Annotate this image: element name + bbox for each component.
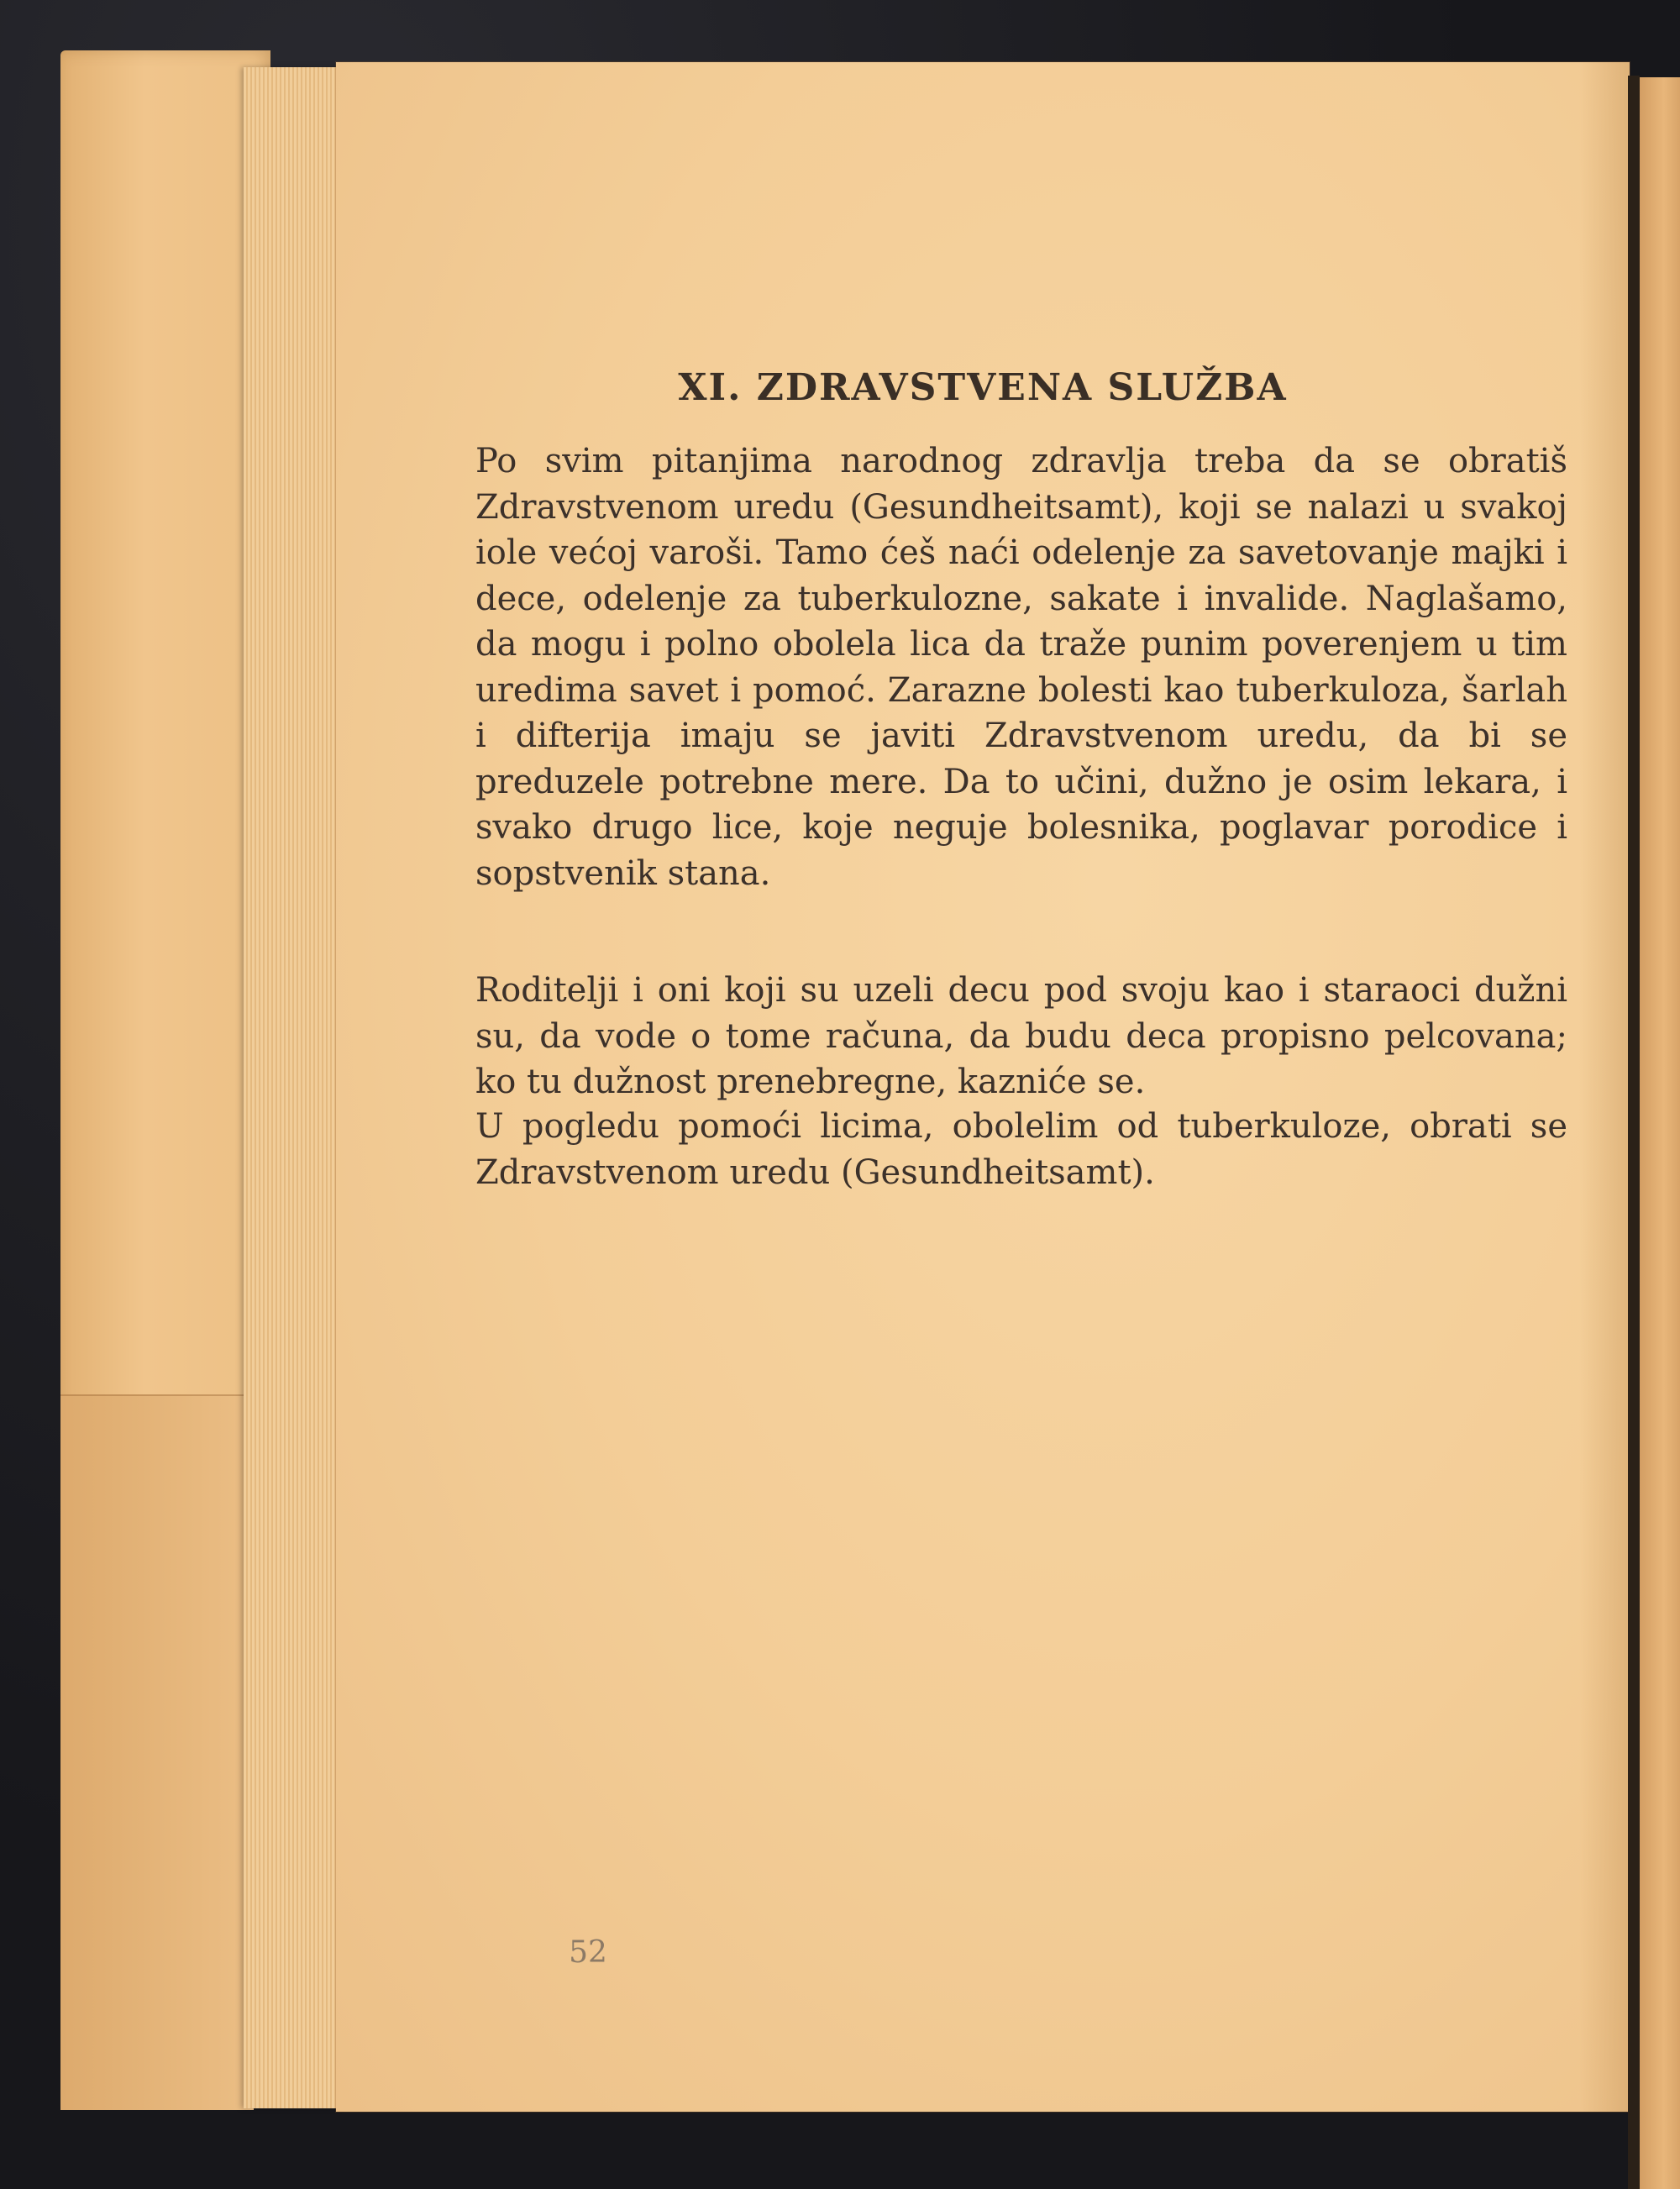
paragraph-1: Po svim pitanjima narodnog zdravlja treba da se obratiš Zdravstvenom uredu (Gesundheitsamt), koji se nalazi u svakoj iole većoj varoši. Tamo ćeš naći odelenje za savetovanje majki i dece, odelenje za tuberkulozne, sakate i invalide. Naglašamo, da mogu i polno obolela lica da traže punim poverenjem u tim uredima savet i pomoć. Zarazne bolesti kao tuberkuloza, šarlah i difterija imaju se javiti Zdravstvenom uredu, da bi se preduzele potrebne mere. Da to učini, dužno je osim lekara, i svako drugo lice, koje neguje bolesnika, poglavar porodice i sopstvenik stana. xyxy=(475,442,1567,893)
chapter-heading: XI. ZDRAVSTVENA SLUŽBA xyxy=(678,366,1288,409)
book-spine xyxy=(1628,76,1640,2189)
facing-page-edge xyxy=(1640,77,1680,2189)
page-number: 52 xyxy=(569,1935,607,1970)
paragraph-3: U pogledu pomoći licima, obolelim od tuberkuloze, obrati se Zdravstvenom uredu (Gesundheitsamt). xyxy=(475,1107,1567,1192)
book-cover-flap-lower xyxy=(60,1394,254,2110)
page-edges xyxy=(244,67,344,2108)
paragraph-2: Roditelji i oni koji su uzeli decu pod svoju kao i staraoci dužni su, da vode o tome računa, da budu deca propisno pelcovana; ko tu dužnost prenebregne, kazniće se. xyxy=(475,971,1567,1101)
